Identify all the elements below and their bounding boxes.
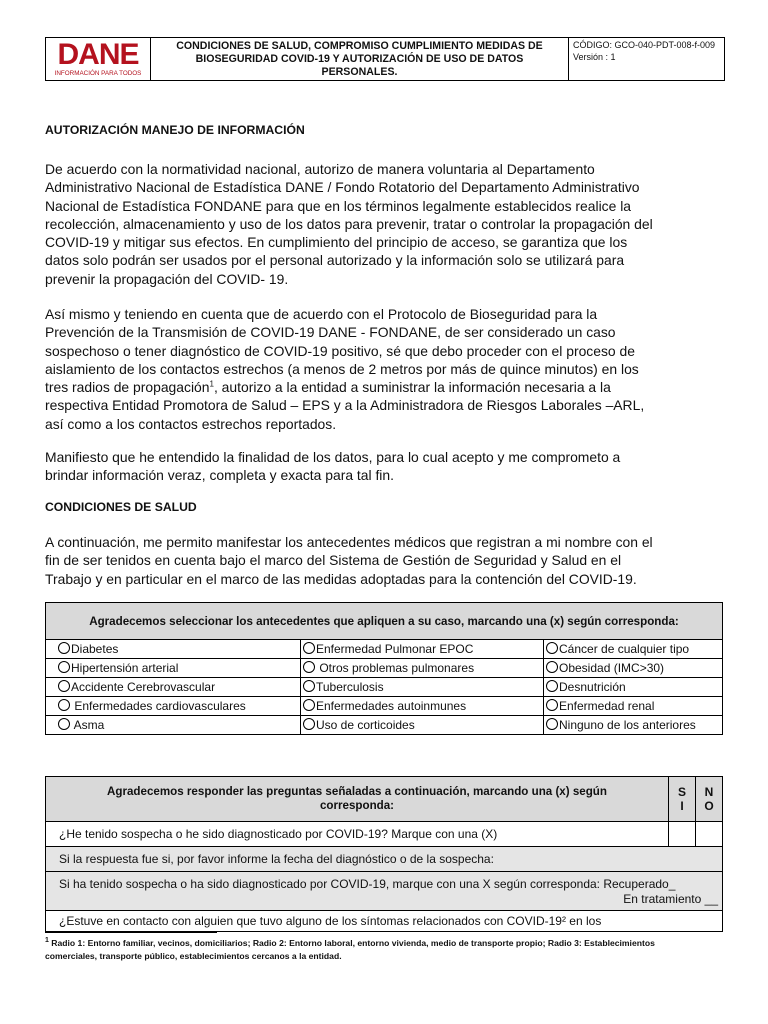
medical-history-header: Agradecemos seleccionar los antecedentes que apliquen a su caso, marcando una (x) según corresponda: xyxy=(46,603,723,640)
radio-circle-icon[interactable] xyxy=(58,718,70,730)
text-line: Administrativo Nacional de Estadística DANE / Fondo Rotatorio del Departamento Administrativo xyxy=(45,179,640,196)
column-si xyxy=(669,777,696,822)
logo-tagline: INFORMACIÓN PARA TODOS xyxy=(54,70,142,77)
table-row xyxy=(46,640,723,659)
text-line: así como a los contactos estrechos reportados. xyxy=(45,415,337,432)
header-letter: S xyxy=(677,785,686,799)
radio-circle-icon[interactable] xyxy=(58,680,70,692)
option-obesity[interactable] xyxy=(544,659,723,678)
option-asthma[interactable] xyxy=(46,716,301,735)
footnote-line: comerciales, transporte público, establecimientos cercanos a la entidad. xyxy=(45,951,342,961)
paragraph-protocol xyxy=(45,305,715,433)
answer-si-cell[interactable] xyxy=(669,822,696,847)
option-stroke[interactable] xyxy=(46,678,301,697)
table-row xyxy=(46,847,723,872)
text-line: prevenir la propagación del COVID- 19. xyxy=(45,270,289,287)
question-line: Si ha tenido sospecha o ha sido diagnosticado por COVID-19, marque con una X según corresponda: Recuperado_ xyxy=(59,877,676,891)
option-autoimmune[interactable] xyxy=(301,697,544,716)
header-letter: I xyxy=(680,799,684,813)
question-diagnosed: ¿He tenido sospecha o he sido diagnosticado por COVID-19? Marque con una (X) xyxy=(46,822,669,847)
option-malnutrition[interactable] xyxy=(544,678,723,697)
document-header xyxy=(45,37,725,81)
option-label: Accidente Cerebrovascular xyxy=(71,680,216,694)
text-line: Trabajo y en particular en el marco de las medidas adoptadas para la contención del COVID-19. xyxy=(45,570,637,587)
header-letter: N xyxy=(704,785,714,799)
option-label: Enfermedades autoinmunes xyxy=(316,699,467,713)
radio-circle-icon[interactable] xyxy=(58,699,70,711)
footnote-line xyxy=(45,937,725,950)
option-label: Diabetes xyxy=(71,642,119,656)
option-cardiovascular[interactable] xyxy=(46,697,301,716)
logo-text: DANE xyxy=(57,38,139,71)
table-row xyxy=(46,911,723,932)
header-line: corresponda: xyxy=(319,799,395,812)
radio-circle-icon[interactable] xyxy=(546,718,558,730)
option-none[interactable] xyxy=(544,716,723,735)
column-no xyxy=(696,777,723,822)
text-line: Nacional de Estadística FONDANE para que en los términos legalmente establecidos realice la xyxy=(45,197,632,214)
radio-circle-icon[interactable] xyxy=(546,661,558,673)
dane-logo xyxy=(46,38,151,80)
text-line xyxy=(45,378,715,396)
text-fragment: tres radios de propagación xyxy=(45,379,210,396)
footnote-divider xyxy=(45,932,217,933)
questions-header xyxy=(46,777,669,822)
option-epoc[interactable] xyxy=(301,640,544,659)
option-corticoids[interactable] xyxy=(301,716,544,735)
radio-circle-icon[interactable] xyxy=(546,699,558,711)
option-cancer[interactable] xyxy=(544,640,723,659)
option-label: Hipertensión arterial xyxy=(71,661,179,675)
paragraph-health-intro xyxy=(45,533,715,588)
option-label: Cáncer de cualquier tipo xyxy=(559,642,690,656)
footnote-ref: 1 xyxy=(209,379,214,389)
header-letter: O xyxy=(704,799,714,813)
answer-no-cell[interactable] xyxy=(696,822,723,847)
text-line: brindar información veraz, completa y exacta para tal fin. xyxy=(45,467,394,484)
header-line: Agradecemos responder las preguntas señaladas a continuación, marcando una (x) según xyxy=(107,785,607,798)
text-line: datos solo podrán ser usados por el personal autorizado y la información solo se utilizará para xyxy=(45,252,625,269)
option-label: Enfermedad Pulmonar EPOC xyxy=(316,642,474,656)
text-line: Prevención de la Transmisión de COVID-19 DANE - FONDANE, de ser considerado un caso xyxy=(45,324,616,341)
table-row xyxy=(46,822,723,847)
text-line: De acuerdo con la normatividad nacional, autorizo de manera voluntaria al Departamento xyxy=(45,161,595,177)
footnote-text: Radio 1: Entorno familiar, vecinos, domiciliarios; Radio 2: Entorno laboral, entorno vivienda, medio de transporte propio; Radio 3: Establecimientos xyxy=(48,938,655,948)
radio-circle-icon[interactable] xyxy=(303,661,315,673)
radio-circle-icon[interactable] xyxy=(546,680,558,692)
radio-circle-icon[interactable] xyxy=(58,661,70,673)
section-heading-health: CONDICIONES DE SALUD xyxy=(45,500,197,514)
text-fragment: , autorizo a la entidad a suministrar la información necesaria a la xyxy=(213,379,611,396)
option-label: Enfermedad renal xyxy=(559,699,655,713)
text-line: Así mismo y teniendo en cuenta que de acuerdo con el Protocolo de Bioseguridad para la xyxy=(45,306,598,322)
table-row xyxy=(46,872,723,911)
option-label: Desnutrición xyxy=(559,680,626,694)
document-code: CÓDIGO: GCO-040-PDT-008-f-009 xyxy=(573,40,716,50)
radio-circle-icon[interactable] xyxy=(303,680,315,692)
radio-circle-icon[interactable] xyxy=(303,699,315,711)
text-line: COVID-19 y mitigar sus efectos. En cumplimiento del principio de acceso, se garantiza que los xyxy=(45,234,628,251)
text-line: A continuación, me permito manifestar los antecedentes médicos que registran a mi nombre con el xyxy=(45,534,653,550)
document-version: Versión : 1 xyxy=(573,52,616,62)
footnote-mark: 1 xyxy=(45,937,49,945)
section-heading-authorization: AUTORIZACIÓN MANEJO DE INFORMACIÓN xyxy=(45,123,305,137)
paragraph-acknowledgement xyxy=(45,448,715,485)
table-row xyxy=(46,678,723,697)
text-line: sospechoso o tener diagnóstico de COVID-19 positivo, sé que debo proceder con el proceso de xyxy=(45,342,635,359)
text-line: fin de ser tenidos en cuenta bajo el marco del Sistema de Gestión de Seguridad y Salud en el xyxy=(45,552,622,569)
option-other-pulmonary[interactable] xyxy=(301,659,544,678)
question-status[interactable] xyxy=(46,872,723,911)
text-line: respectiva Entidad Promotora de Salud – EPS y a la Administradora de Riesgos Laborales –ARL, xyxy=(45,397,645,414)
title-line: PERSONALES. xyxy=(321,65,398,78)
document-code-box xyxy=(569,38,724,80)
text-line: aislamiento de los contactos estrechos (a menos de 2 metros por más de quince minutos) en los xyxy=(45,360,639,377)
footnote xyxy=(45,937,725,963)
text-line: recolección, almacenamiento y uso de los datos para prevenir, tratar o controlar la propagación del xyxy=(45,215,653,232)
table-row xyxy=(46,697,723,716)
option-tuberculosis[interactable] xyxy=(301,678,544,697)
option-label: Uso de corticoides xyxy=(316,718,415,732)
option-label: Asma xyxy=(71,718,105,732)
table-row xyxy=(46,659,723,678)
option-label: Enfermedades cardiovasculares xyxy=(71,699,246,713)
question-contact: ¿Estuve en contacto con alguien que tuvo alguno de los síntomas relacionados con COVID-19² en los xyxy=(46,911,723,932)
option-diabetes[interactable] xyxy=(46,640,301,659)
table-row xyxy=(46,716,723,735)
radio-circle-icon[interactable] xyxy=(58,642,70,654)
question-line: En tratamiento __ xyxy=(623,892,718,906)
option-hypertension[interactable] xyxy=(46,659,301,678)
text-line: Manifiesto que he entendido la finalidad de los datos, para lo cual acepto y me comprometo a xyxy=(45,449,621,465)
radio-circle-icon[interactable] xyxy=(546,642,558,654)
questions-table xyxy=(45,776,723,932)
medical-history-table xyxy=(45,602,723,735)
radio-circle-icon[interactable] xyxy=(303,718,315,730)
option-label: Obesidad (IMC>30) xyxy=(559,661,665,675)
title-line: CONDICIONES DE SALUD, COMPROMISO CUMPLIMIENTO MEDIDAS DE xyxy=(176,39,543,52)
option-label: Otros problemas pulmonares xyxy=(316,661,475,675)
radio-circle-icon[interactable] xyxy=(303,642,315,654)
question-diagnosis-date[interactable]: Si la respuesta fue si, por favor informe la fecha del diagnóstico o de la sospecha: xyxy=(46,847,723,872)
paragraph-authorization xyxy=(45,160,715,288)
option-renal[interactable] xyxy=(544,697,723,716)
document-title xyxy=(151,38,569,80)
option-label: Ninguno de los anteriores xyxy=(559,718,696,732)
title-line: BIOSEGURIDAD COVID-19 Y AUTORIZACIÓN DE USO DE DATOS xyxy=(195,52,524,65)
option-label: Tuberculosis xyxy=(316,680,384,694)
